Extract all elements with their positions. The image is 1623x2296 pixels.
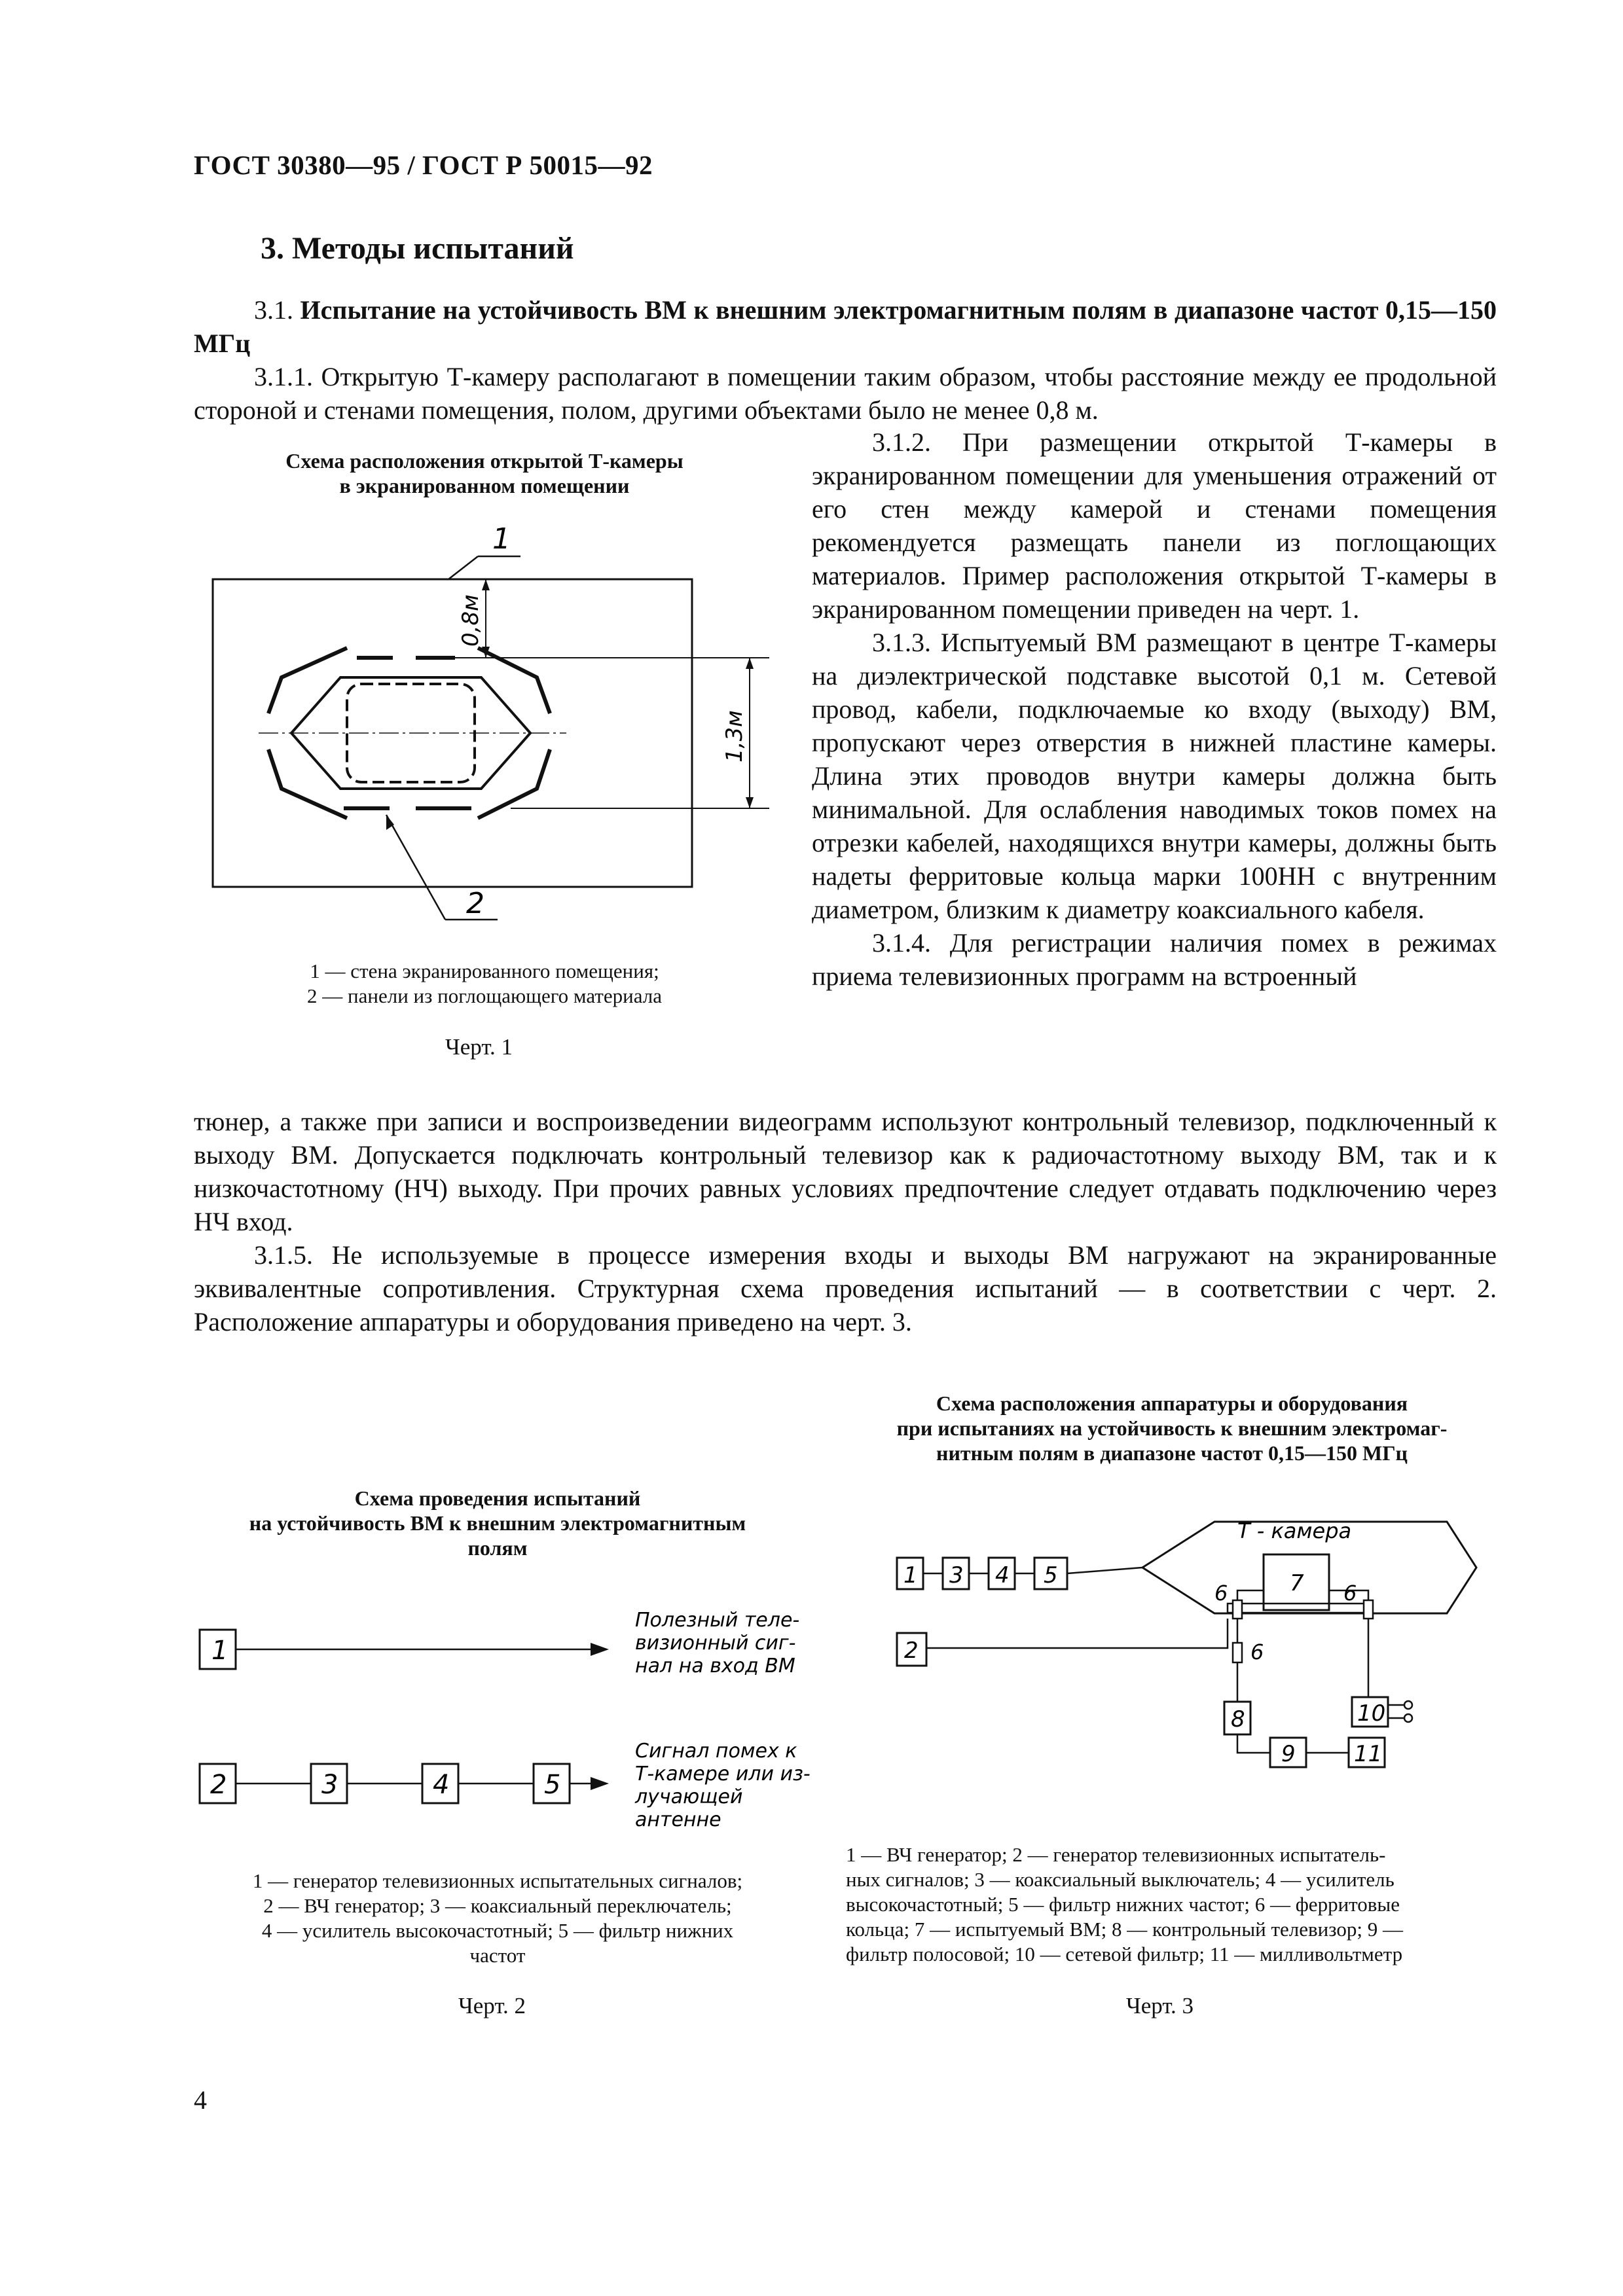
p-3-1-5-text: 3.1.5. Не используемые в процессе измерения входы и выходы ВМ нагружают на экранированные эквивалентные сопротивления. Структурная схема проведения испытаний — в соответствии с черт. 2. Расположение аппаратуры и оборудования приведено на черт. 3. (194, 1240, 1497, 1336)
fig3-ferrite-middle (1233, 1643, 1242, 1662)
fig3-legend-4: кольца; 7 — испытуемый ВМ; 8 — контрольный телевизор; 9 — (846, 1918, 1403, 1941)
fig3-block-3-label: 3 (949, 1562, 964, 1588)
fig3-wire-8-9 (1237, 1734, 1270, 1753)
fig3-title (845, 1391, 1499, 1465)
fig2-block-2-label: 2 (210, 1770, 227, 1800)
fig3-camera-label: Т - камера (1237, 1518, 1352, 1543)
fig1-leader-1 (448, 556, 478, 579)
fig2-title (196, 1486, 799, 1560)
fig1-dim-13-arrow-top (746, 658, 754, 669)
fig3-ferrite-left-label: 6 (1214, 1581, 1228, 1605)
fig3-legend-1: 1 — ВЧ генератор; 2 — генератор телевизионных испытатель- (846, 1843, 1386, 1866)
fig3-title-line3: нитным полям в диапазоне частот 0,15—150 МГц (936, 1441, 1408, 1465)
full-width-text (194, 1105, 1497, 1338)
fig1-dim-13-arrow-bottom (746, 797, 754, 808)
fig3-block-1-label: 1 (903, 1562, 918, 1588)
fig3-legend-5: фильтр полосовой; 10 — сетевой фильтр; 11 — милливольтметр (846, 1943, 1403, 1965)
fig1-title-line2: в экранированном помещении (339, 474, 630, 497)
fig2-note-bottom-2: Т-камере или из- (635, 1763, 811, 1785)
fig2-legend (196, 1869, 799, 1968)
fig3-legend-2: ных сигналов; 3 — коаксиальный выключатель; 4 — усилитель (846, 1868, 1395, 1891)
fig1-dim-08-arrow-top (482, 579, 490, 590)
fig3-title-line1: Схема расположения аппаратуры и оборудования (936, 1391, 1408, 1415)
fig2-block-5-label: 5 (544, 1770, 561, 1800)
fig3-block-2-label: 2 (904, 1638, 919, 1664)
document-header: ГОСТ 30380—95 / ГОСТ Р 50015—92 (194, 150, 653, 180)
right-column-text (812, 425, 1497, 993)
p-3-1-4-text-cont: тюнер, а также при записи и воспроизведении видеограмм используют контрольный телевизор, подключенный к выходу ВМ. Допускается подключать контрольный телевизор как к радиочастотному выходу ВМ, так и к низкочастотному (НЧ) выходу. При прочих равных условиях предпочтение следует отдавать подключению через НЧ вход. (194, 1107, 1497, 1236)
fig3-mains-terminal-2 (1404, 1714, 1412, 1722)
fig3-diagram (871, 1505, 1519, 1820)
fig3-title-line2: при испытаниях на устойчивость к внешним электромаг- (896, 1416, 1448, 1440)
fig3-legend-3: высокочастотный; 5 — фильтр нижних частот; 6 — ферритовые (846, 1893, 1400, 1916)
fig2-arrow-2 (591, 1777, 609, 1790)
fig1-title-line1: Схема расположения открытой Т-камеры (285, 449, 684, 473)
fig3-ferrite-middle-label: 6 (1250, 1640, 1264, 1664)
fig3-legend (846, 1842, 1499, 1967)
fig3-caption: Черт. 3 (1126, 1993, 1194, 2018)
fig3-block-10-label: 10 (1357, 1700, 1386, 1727)
fig3-ferrite-left (1233, 1600, 1242, 1619)
fig1-legend-2: 2 — панели из поглощающего материала (307, 984, 662, 1007)
fig3-block-5-label: 5 (1044, 1562, 1058, 1588)
fig2-note-top-3: нал на вход ВМ (635, 1655, 795, 1677)
fig2-block-1-label: 1 (211, 1636, 228, 1666)
p-3-1-3-text: 3.1.3. Испытуемый ВМ размещают в центре Т-камеры на диэлектрической подставке высотой 0,1 м. Сетевой провод, кабели, подключаемые ко входу (выходу) ВМ, пропускают через отверстия в нижней пластине камеры. Длина этих проводов внутри камеры должна быть минимальной. Для ослабления наводимых токов помех на отрезки кабелей, находящихся внутри камеры, должны быть надеты ферритовые кольца марки 100НН с внутренним диаметром, близким к диаметру коаксиального кабеля. (812, 628, 1497, 924)
fig3-block-11-label: 11 (1354, 1741, 1383, 1767)
fig3-block-7-label: 7 (1290, 1570, 1304, 1596)
fig2-caption: Черт. 2 (458, 1993, 526, 2018)
fig3-block-4-label: 4 (995, 1562, 1010, 1588)
p-3-1-4-text-start: 3.1.4. Для регистрации наличия помех в режимах приема телевизионных программ на встроенный (812, 928, 1497, 991)
p-3-1-title: Испытание на устойчивость ВМ к внешним электромагнитным полям в диапазоне частот 0,15—150 МГц (194, 295, 1497, 358)
fig3-wire-2-camera (926, 1619, 1228, 1648)
fig2-title-line2: на устойчивость ВМ к внешним электромагнитным (249, 1511, 746, 1535)
p-3-1-1-text: 3.1.1. Открытую Т-камеру располагают в помещении таким образом, чтобы расстояние между ее продольной стороной и стенами помещения, полом, другими объектами было не менее 0,8 м. (194, 362, 1497, 425)
fig1-label-1: 1 (492, 522, 511, 556)
fig1-diagram (196, 517, 786, 936)
fig2-title-line1: Схема проведения испытаний (354, 1486, 641, 1510)
page-number: 4 (194, 2085, 207, 2115)
fig3-line-5-camera (1067, 1568, 1142, 1573)
paragraph-3-1-1 (194, 360, 1497, 427)
fig3-ferrite-right (1364, 1600, 1373, 1619)
fig1-dim-08-label: 0,8м (458, 594, 484, 647)
section-title: 3. Методы испытаний (261, 231, 574, 266)
fig1-dim-13-label: 1,3м (721, 710, 748, 762)
fig2-legend-1: 1 — генератор телевизионных испытательных сигналов; (252, 1869, 743, 1892)
fig2-note-bottom-3: лучающей (635, 1785, 743, 1808)
fig2-note-bottom-4: антенне (635, 1808, 721, 1831)
fig2-title-line3: полям (467, 1536, 528, 1560)
fig3-block-9-label: 9 (1281, 1741, 1296, 1767)
fig2-block-3-label: 3 (321, 1770, 338, 1800)
fig1-caption: Черт. 1 (445, 1034, 513, 1060)
fig3-block-8-label: 8 (1231, 1706, 1245, 1732)
fig3-ferrite-right-label: 6 (1343, 1581, 1357, 1605)
fig1-leader-2 (386, 815, 445, 920)
fig1-legend (196, 959, 773, 1009)
fig1-label-2: 2 (466, 887, 484, 920)
fig1-title (196, 448, 773, 498)
fig2-note-bottom-1: Сигнал помех к (635, 1740, 797, 1763)
fig2-legend-4: частот (469, 1944, 526, 1967)
fig2-legend-2: 2 — ВЧ генератор; 3 — коаксиальный переключатель; (263, 1894, 732, 1917)
paragraph-3-1 (194, 293, 1497, 360)
fig2-diagram (190, 1597, 818, 1839)
fig2-note-top-1: Полезный теле- (635, 1609, 800, 1632)
p-3-1-number: 3.1. (254, 295, 293, 325)
fig2-block-4-label: 4 (433, 1770, 450, 1800)
fig2-legend-3: 4 — усилитель высокочастотный; 5 — фильтр нижних (261, 1919, 734, 1942)
fig3-mains-terminal-1 (1404, 1701, 1412, 1709)
fig2-arrow-1 (591, 1643, 609, 1656)
fig1-legend-1: 1 — стена экранированного помещения; (310, 960, 659, 982)
fig2-note-top-2: визионный сиг- (635, 1632, 796, 1655)
p-3-1-2-text: 3.1.2. При размещении открытой Т-камеры в экранированном помещении для уменьшения отражений от его стен между камерой и стенами помещения рекомендуется размещать панели из поглощающих материалов. Пример расположения открытой Т-камеры в экранированном помещении приведен на черт. 1. (812, 427, 1497, 624)
